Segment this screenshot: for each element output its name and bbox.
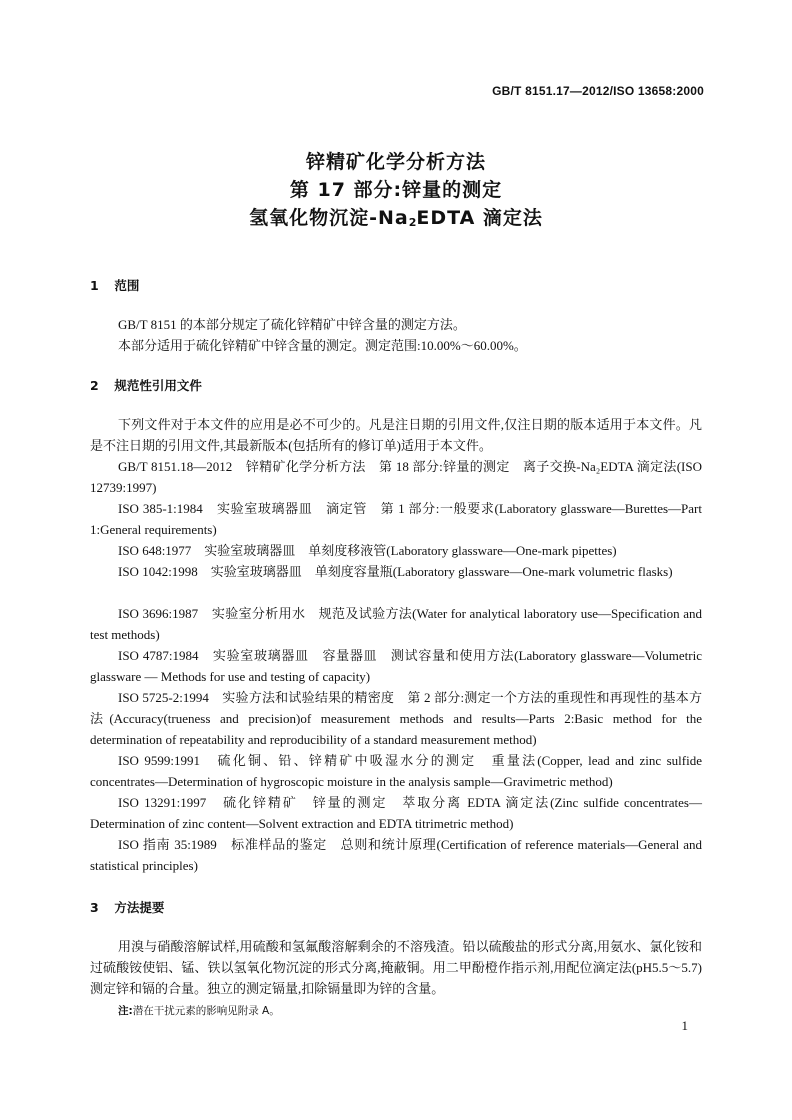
page-number: 1 <box>681 1018 688 1033</box>
reference-item: ISO 4787:1984 实验室玻璃器皿 容量器皿 测试容量和使用方法(Laboratory glassware—Volumetric glassware — Methods for use and testing of capacity) <box>90 648 702 684</box>
section-2-heading <box>90 376 202 394</box>
document-title <box>0 148 792 237</box>
section-1-heading <box>90 276 139 294</box>
note-text: 潜在干扰元素的影响见附录 A。 <box>132 1005 280 1017</box>
section-number: 2 <box>90 378 99 393</box>
reference-item: ISO 1042:1998 实验室玻璃器皿 单刻度容量瓶(Laboratory glassware—One-mark volumetric flasks) <box>118 564 673 579</box>
title-line-3-subscript: 2 <box>408 216 417 229</box>
standard-number: GB/T 8151.17—2012/ISO 13658:2000 <box>492 84 704 98</box>
reference-item: ISO 指南 35:1989 标准样品的鉴定 总则和统计原理(Certification of reference materials—General and statistical principles) <box>90 837 702 873</box>
paragraph: 本部分适用于硫化锌精矿中锌含量的测定。测定范围:10.00%～60.00%。 <box>118 338 527 353</box>
title-line-3 <box>0 204 792 237</box>
reference-item: GB/T 8151.18—2012 锌精矿化学分析方法 第 18 部分:锌量的测定 离子交换-Na₂EDTA 滴定法(ISO 12739:1997) <box>90 459 702 495</box>
title-line-1: 锌精矿化学分析方法 <box>305 151 486 173</box>
note-label: 注: <box>118 1005 133 1017</box>
note <box>118 1003 280 1018</box>
reference-item: ISO 3696:1987 实验室分析用水 规范及试验方法(Water for analytical laboratory use—Specification and test methods) <box>90 606 702 642</box>
section-3-heading <box>90 898 164 916</box>
reference-item: ISO 13291:1997 硫化锌精矿 锌量的测定 萃取分离 EDTA 滴定法(Zinc sulfide concentrates—Determination of zinc content—Solvent extraction and EDTA titrimetric method) <box>90 795 702 831</box>
paragraph: 用溴与硝酸溶解试样,用硫酸和氢氟酸溶解剩余的不溶残渣。铅以硫酸盐的形式分离,用氨水、氯化铵和过硫酸铵使铝、锰、铁以氢氧化物沉淀的形式分离,掩蔽铜。用二甲酚橙作指示剂,用配位滴定法(pH5.5～5.7)测定锌和镉的合量。独立的测定镉量,扣除镉量即为锌的含量。 <box>90 939 702 996</box>
section-title: 方法提要 <box>114 900 165 915</box>
reference-item: ISO 648:1977 实验室玻璃器皿 单刻度移液管(Laboratory glassware—One-mark pipettes) <box>118 543 617 558</box>
paragraph: GB/T 8151 的本部分规定了硫化锌精矿中锌含量的测定方法。 <box>118 317 466 332</box>
title-line-2: 第 17 部分:锌量的测定 <box>289 179 503 201</box>
section-number: 3 <box>90 900 99 915</box>
title-line-3-suffix: EDTA 滴定法 <box>416 207 543 229</box>
paragraph: 下列文件对于本文件的应用是必不可少的。凡是注日期的引用文件,仅注日期的版本适用于本文件。凡是不注日期的引用文件,其最新版本(包括所有的修订单)适用于本文件。 <box>90 417 702 453</box>
reference-item: ISO 9599:1991 硫化铜、铅、锌精矿中吸湿水分的测定 重量法(Copper, lead and zinc sulfide concentrates—Determination of hygroscopic moisture in the analysis sample—Gravimetric method) <box>90 753 702 789</box>
section-number: 1 <box>90 278 99 293</box>
section-title: 规范性引用文件 <box>114 378 202 393</box>
title-line-3-prefix: 氢氧化物沉淀-Na <box>249 207 409 229</box>
reference-item: ISO 385-1:1984 实验室玻璃器皿 滴定管 第 1 部分:一般要求(Laboratory glassware—Burettes—Part 1:General requirements) <box>90 501 702 537</box>
section-title: 范围 <box>114 278 140 293</box>
reference-item: ISO 5725-2:1994 实验方法和试验结果的精密度 第 2 部分:测定一个方法的重现性和再现性的基本方法(Accuracy(trueness and precision)of measurement methods and results—Parts 2:Basic method for the determination of repeatability and reproducibility of a standard measurement method) <box>90 690 702 747</box>
